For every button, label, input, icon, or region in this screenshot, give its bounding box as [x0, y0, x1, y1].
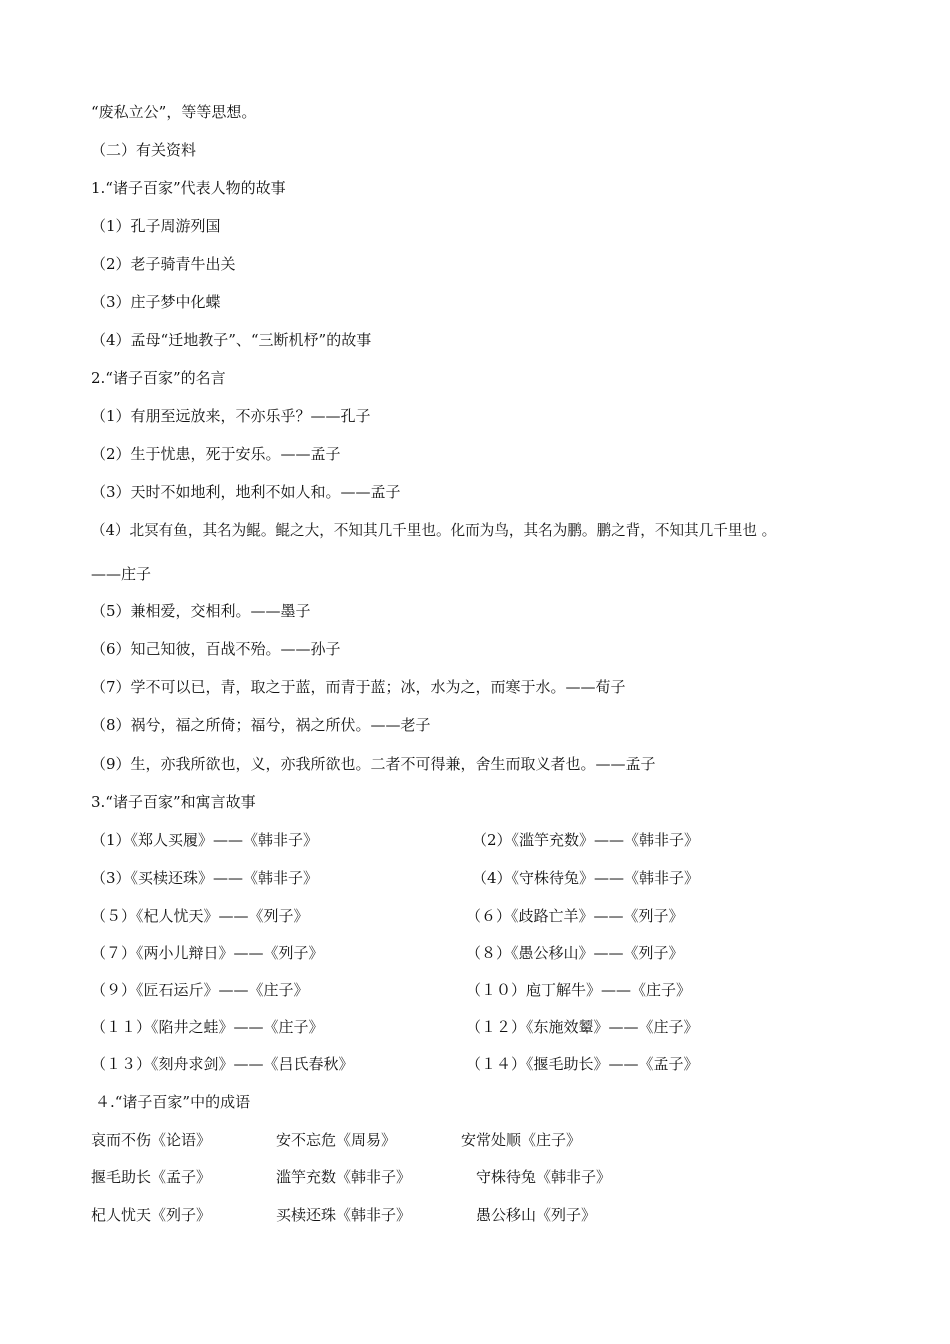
fable-item: （５）《杞人忧天》——《列子》 [91, 907, 309, 925]
fable-item: （１２）《东施效颦》——《庄子》 [466, 1018, 699, 1036]
part1-heading: 1.“诸子百家”代表人物的故事 [91, 179, 286, 197]
idiom-item: 滥竽充数《韩非子》 [276, 1168, 412, 1186]
part4-heading: ４.“诸子百家”中的成语 [95, 1093, 251, 1111]
fable-item: （2）《滥竽充数》——《韩非子》 [472, 831, 700, 849]
idiom-item: 杞人忧天《列子》 [91, 1206, 212, 1224]
idiom-item: 安不忘危《周易》 [276, 1131, 397, 1149]
idiom-item: 揠毛助长《孟子》 [91, 1168, 212, 1186]
idiom-item: 愚公移山《列子》 [476, 1206, 597, 1224]
fable-item: （3）《买椟还珠》——《韩非子》 [91, 869, 319, 887]
quote-attribution: ——庄子 [91, 565, 152, 583]
idiom-item: 安常处顺《庄子》 [461, 1131, 582, 1149]
fable-item: （９）《匠石运斤》——《庄子》 [91, 981, 309, 999]
idiom-item: 守株待兔《韩非子》 [476, 1168, 612, 1186]
part2-heading: 2.“诸子百家”的名言 [91, 369, 226, 387]
quote-item: （9）生，亦我所欲也，义，亦我所欲也。二者不可得兼，舍生而取义者也。——孟子 [91, 755, 656, 773]
quote-item: （2）生于忧患，死于安乐。——孟子 [91, 445, 341, 463]
list-item: （1）孔子周游列国 [91, 217, 221, 235]
fable-item: （１１）《陷井之蛙》——《庄子》 [91, 1018, 324, 1036]
fable-item: （７）《两小儿辩日》——《列子》 [91, 944, 324, 962]
quote-item: （3）天时不如地利，地利不如人和。——孟子 [91, 483, 401, 501]
quote-item: （8）祸兮，福之所倚；福兮，祸之所伏。——老子 [91, 716, 431, 734]
quote-item: （4）北冥有鱼，其名为鲲。鲲之大，不知其几千里也。化而为鸟，其名为鹏。鹏之背，不知其几千里也 。 [91, 522, 777, 539]
fable-item: （4）《守株待兔》——《韩非子》 [472, 869, 700, 887]
quote-item: （1）有朋至远放来，不亦乐乎？——孔子 [91, 407, 371, 425]
idiom-item: 哀而不伤《论语》 [91, 1131, 212, 1149]
fable-item: （１４）《揠毛助长》——《孟子》 [466, 1055, 699, 1073]
list-item: （3）庄子梦中化蝶 [91, 293, 221, 311]
part3-heading: 3.“诸子百家”和寓言故事 [91, 793, 256, 811]
fable-item: （1）《郑人买履》——《韩非子》 [91, 831, 319, 849]
quote-item: （5）兼相爱，交相利。——墨子 [91, 602, 311, 620]
fable-item: （６）《歧路亡羊》——《列子》 [466, 907, 684, 925]
section-title: （二）有关资料 [91, 141, 197, 159]
quote-item: （7）学不可以已，青，取之于蓝，而青于蓝；冰，水为之，而寒于水。——荀子 [91, 678, 626, 696]
idiom-item: 买椟还珠《韩非子》 [276, 1206, 412, 1224]
list-item: （2）老子骑青牛出关 [91, 255, 236, 273]
fable-item: （１３）《刻舟求剑》——《吕氏春秋》 [91, 1055, 354, 1073]
intro-tail-text: “废私立公”，等等思想。 [91, 103, 257, 121]
fable-item: （１０）庖丁解牛》——《庄子》 [466, 981, 692, 999]
quote-item: （6）知己知彼，百战不殆。——孙子 [91, 640, 341, 658]
list-item: （4）孟母“迁地教子”、“三断机杼”的故事 [91, 331, 372, 349]
fable-item: （８）《愚公移山》——《列子》 [466, 944, 684, 962]
